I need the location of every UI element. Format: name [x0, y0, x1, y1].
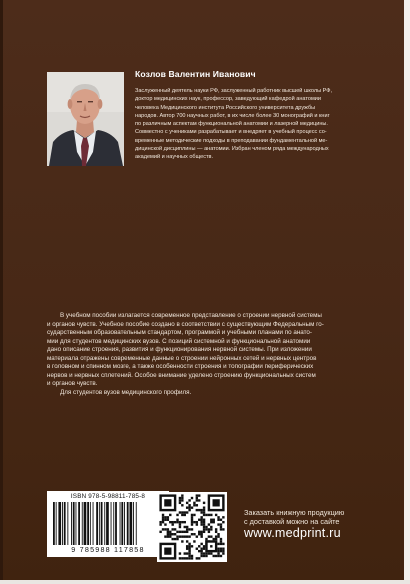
- description-line: нервов и нервных сплетений. Особое внимание уделено строению функциональных систем: [47, 371, 316, 379]
- description-line: материала отражены современные данные о строении нейронных сетей и нервных центров: [47, 354, 317, 362]
- bio-line: по различным аспектам функциональной анатомии и лазерной медицины.: [135, 121, 328, 127]
- author-bio: [135, 87, 363, 161]
- author-photo: [47, 72, 124, 166]
- barcode-icon: [47, 491, 169, 557]
- qr-code-icon: [157, 492, 227, 562]
- description-line: и органов чувств.: [47, 380, 98, 388]
- author-name: Козлов Валентин Иванович: [135, 69, 256, 79]
- order-line-2: с доставкой можно на сайте: [244, 517, 340, 527]
- description-line: дано описание строения, развития и функционирования нервной системы. При изложении: [47, 346, 312, 354]
- barcode-bars: [51, 502, 165, 545]
- bio-line: Совместно с учениками разрабатывает и внедряет в учебный процесс со-: [135, 129, 327, 136]
- order-info: [244, 508, 394, 526]
- cover-right-edge: [404, 0, 410, 584]
- barcode-digits: 9 785988 117858: [71, 545, 145, 554]
- website-link[interactable]: www.medprint.ru: [244, 526, 341, 540]
- bio-line: академий и научных обществ.: [135, 154, 213, 160]
- cover-bottom-edge: [0, 580, 410, 584]
- isbn-number: ISBN 978-5-98811-785-8: [70, 493, 146, 500]
- description-line: в головном и спинном мозге, а также особенности строения и топографии периферических: [47, 363, 314, 371]
- bio-line: временные методические подходы в преподавании фундаментальной ме-: [135, 137, 328, 144]
- book-description: [47, 312, 365, 397]
- bio-line: дицинской дисциплины — анатомии. Избран членом ряда международных: [135, 145, 329, 152]
- description-line: мии для студентов медицинских вузов. С позиций системной и функциональной анатомии: [47, 337, 311, 345]
- bio-line: народов. Автор 700 научных работ, в их числе более 30 монографий и книг: [135, 112, 330, 119]
- description-line: В учебном пособии излагается современное представление о строении нервной системы: [60, 312, 322, 319]
- bio-line: Заслуженный деятель науки РФ, заслуженный работник высшей школы РФ,: [135, 88, 333, 94]
- description-line: и органов чувств. Учебное пособие создано в соответствии с существующим Федеральным го-: [47, 320, 324, 328]
- description-line: сударственным образовательным стандартом, программой и учебными планами по анато-: [47, 329, 312, 337]
- bio-line: доктор медицинских наук, профессор, заведующий кафедрой анатомии: [135, 96, 321, 103]
- target-audience: Для студентов вузов медицинского профиля.: [60, 388, 192, 396]
- cover-left-edge: [0, 0, 3, 584]
- bio-line: человека Медицинского института Российского университета дружбы: [135, 104, 316, 111]
- order-line-1: Заказать книжную продукцию: [244, 508, 345, 517]
